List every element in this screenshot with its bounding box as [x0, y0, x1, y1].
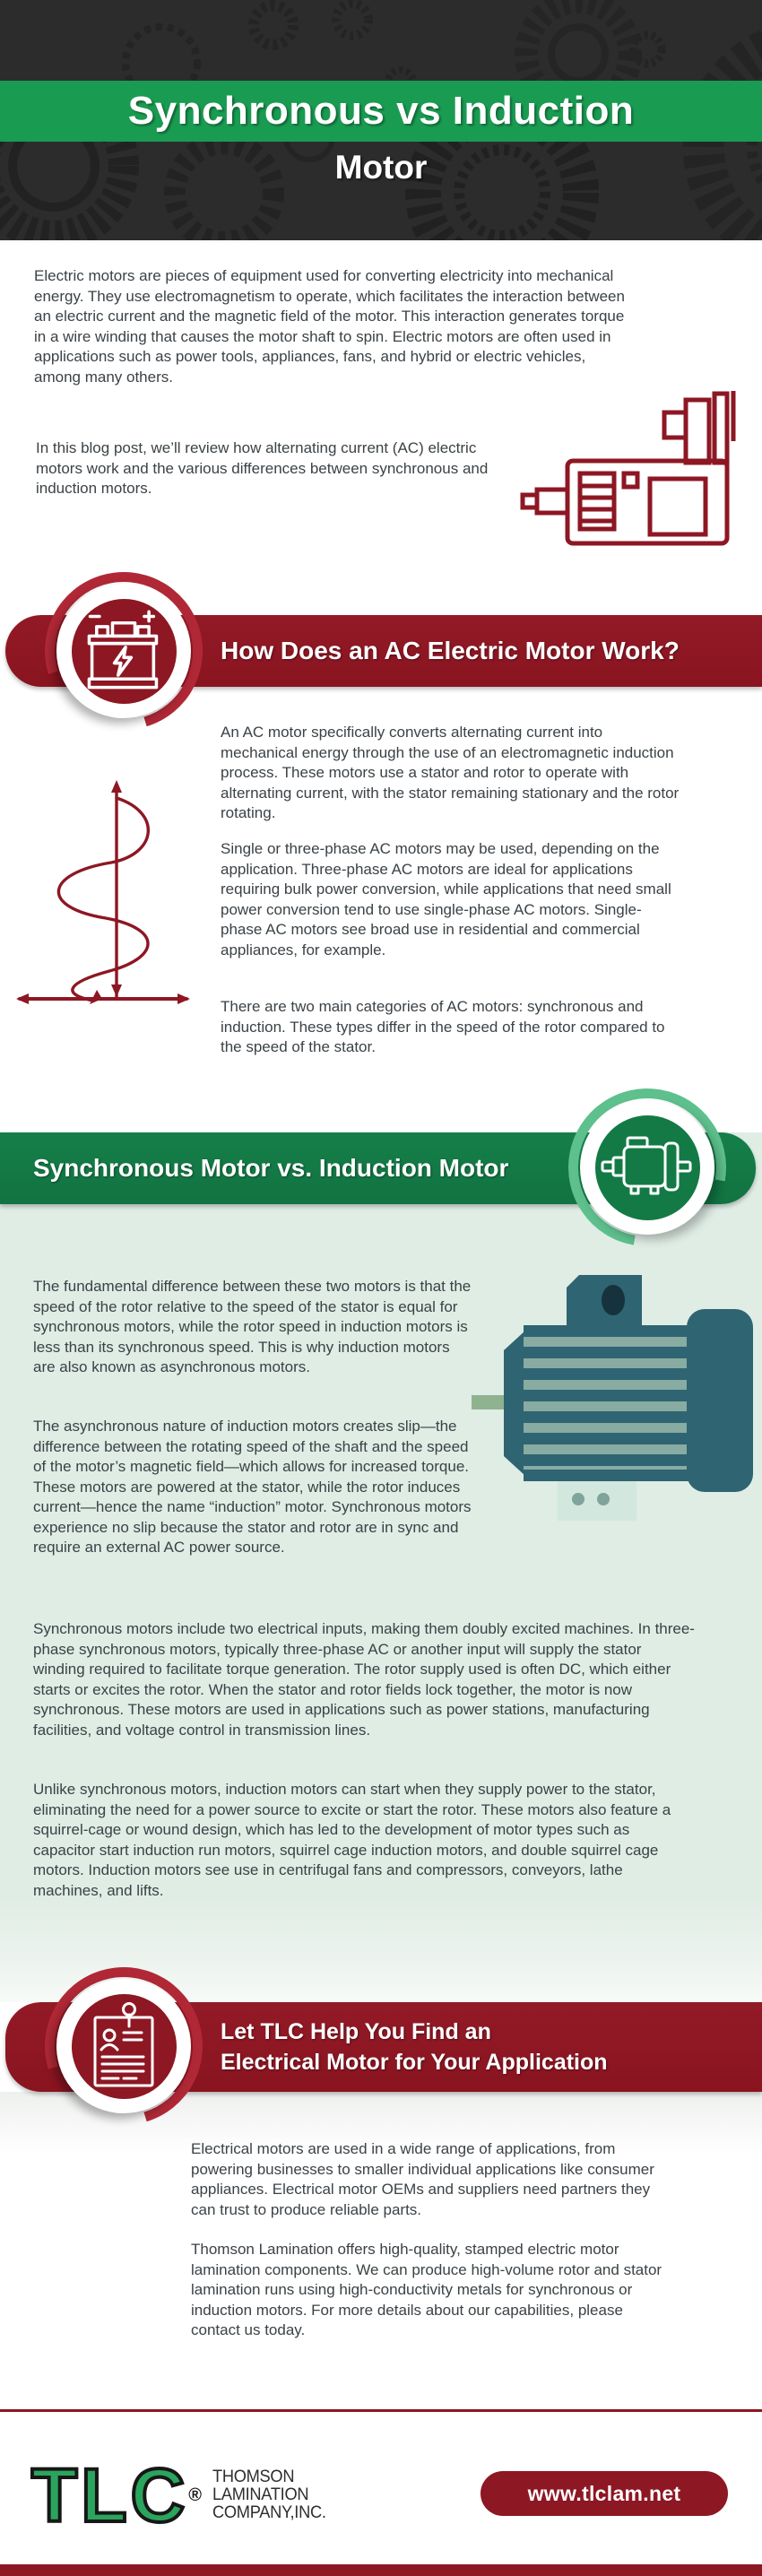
comparison-section-badge: [568, 1089, 726, 1246]
registered-mark: ®: [188, 2485, 206, 2505]
section-title-cta-line1: Let TLC Help You Find an: [221, 2019, 491, 2044]
battery-icon: [79, 608, 169, 694]
company-name: [212, 2468, 326, 2522]
motor-icon: [601, 1132, 694, 1202]
section-title-comparison: Synchronous Motor vs. Induction Motor: [33, 1154, 509, 1182]
tlc-logo-letters: TLC®: [31, 2453, 206, 2537]
company-line-1: THOMSON: [212, 2468, 295, 2486]
website-button[interactable]: www.tlclam.net: [481, 2471, 728, 2516]
tlc-logo: [31, 2453, 331, 2537]
section-title-ac: How Does an AC Electric Motor Work?: [221, 637, 680, 664]
page-subtitle: Motor: [334, 149, 428, 186]
title-band: [0, 81, 762, 142]
comparison-paragraph-2: The asynchronous nature of induction motors creates slip—the difference between the rotating speed of the shaft and the speed of the motor’s magnetic field—which allows for increased torque. These motors are powered at the stator, while the rotor induces current—hence the name “induction” motor. Synchronous motors experience no slip because the stator and rotor are in sync and require an external AC power source.: [33, 1418, 472, 1556]
motor-outline-illustration: [515, 391, 744, 551]
page-title: Synchronous vs Induction: [127, 89, 635, 133]
intro-paragraph-1: Electric motors are pieces of equipment used for converting electricity into mechanical energy. They use electromagnetism to operate, which facilitates the interaction between an electric current and the magnetic field of the motor. This interaction generates torque in a wire winding that causes the motor shaft to spin. Electric motors are often used in applications such as power tools, appliances, fans, and hybrid or electric vehicles, among many others.: [34, 267, 625, 386]
footer-divider: [0, 2409, 762, 2412]
ac-paragraph-2: Single or three-phase AC motors may be used, depending on the application. Three-phase AC motors are ideal for applications requiring bulk power conversion, while applications that need small power conversion tend to use single-phase AC motors. Single-phase AC motors see broad use in residential and commercial appliances, for example.: [221, 840, 671, 958]
ac-paragraph-1: An AC motor specifically converts alternating current into mechanical energy through the use of an electromagnetic induction process. These motors use a stator and rotor to operate with alternating current, with the stator remaining stationary and the rotor rotating.: [221, 724, 680, 821]
company-line-3: COMPANY,INC.: [212, 2503, 326, 2522]
ac-paragraph-3: There are two main categories of AC motors: synchronous and induction. These types differ in the speed of the rotor compared to the speed of the stator.: [221, 998, 665, 1055]
comparison-paragraph-1: The fundamental difference between these two motors is that the speed of the rotor relative to the speed of the stator is equal for synchronous motors, while the rotor speed in induction motors is less than its synchronous speed. This is why induction motors are also known as asynchronous motors.: [33, 1278, 472, 1375]
cta-paragraph-1: Electrical motors are used in a wide range of applications, from powering businesses to smaller individual applications like consumer appliances. Electrical motor OEMs and suppliers need partners they can trust to produce reliable parts.: [191, 2140, 654, 2218]
comparison-paragraph-3: Synchronous motors include two electrical inputs, making them doubly excited machines. In three-phase synchronous motors, typically three-phase AC or another input will supply the stator winding required to facilitate torque generation. The rotor supply used is often DC, which either starts or excites the rotor. When the stator and rotor fields lock together, the motor is now synchronous. These motors are used in applications such as power stations, manufacturing facilities, and voltage control in transmission lines.: [33, 1620, 695, 1739]
document-icon: [82, 1999, 165, 2093]
footer-bottom-bar: [0, 2564, 762, 2576]
section-title-cta-line2: Electrical Motor for Your Application: [221, 2050, 608, 2075]
induction-motor-illustration: [472, 1273, 753, 1533]
company-line-2: LAMINATION: [212, 2485, 309, 2504]
intro-paragraph-2: In this blog post, we’ll review how alternating current (AC) electric motors work and the various differences between synchronous and induction motors.: [36, 439, 489, 497]
comparison-paragraph-4: Unlike synchronous motors, induction motors can start when they supply power to the stator, eliminating the need for a power source to excite or start the rotor. These motors also feature a squirrel-cage or wound design, which has led to the development of motor types such as capacitor start induction run motors, squirrel cage induction motors, and double squirrel cage motors. Induction motors see use in centrifugal fans and compressors, conveyors, lathe machines, and lifts.: [33, 1781, 671, 1899]
header: [0, 0, 762, 240]
cta-section-badge: [45, 1967, 203, 2125]
sine-wave-illustration: [11, 773, 195, 1019]
cta-paragraph-2: Thomson Lamination offers high-quality, stamped electric motor lamination components. We can produce high-volume rotor and stator lamination runs using high-conductivity metals for synchronous or induction motors. For more details about our capabilities, please contact us today.: [191, 2241, 662, 2338]
ac-section-badge: [45, 572, 203, 730]
